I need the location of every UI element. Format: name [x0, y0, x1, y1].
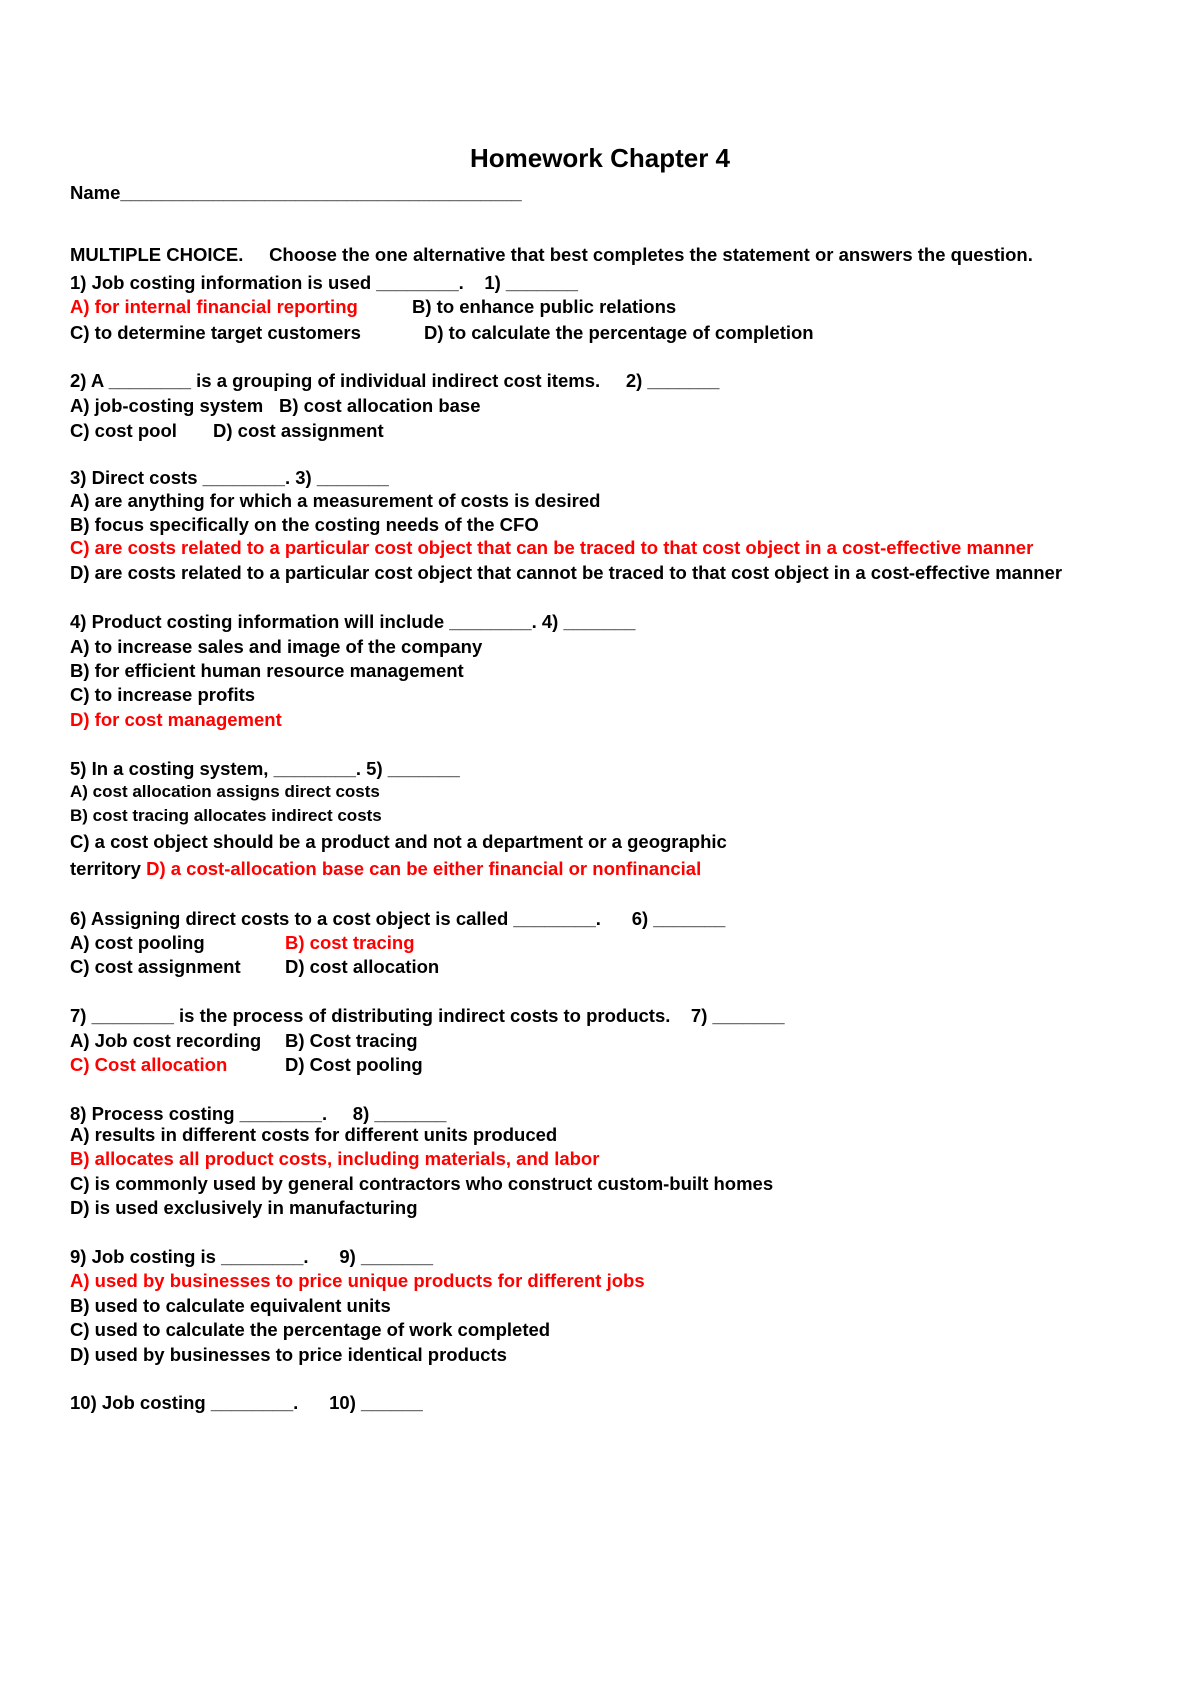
- question-3-option-c: C) are costs related to a particular cost object that can be traced to that cost object in a cost-effective manner: [70, 537, 1034, 558]
- instructions: [70, 244, 1033, 266]
- question-10-stem: 10) Job costing ________. 10) ______: [70, 1392, 423, 1413]
- question-2-option-d: D) cost assignment: [213, 420, 384, 441]
- question-5-option-c-continued: [70, 858, 701, 880]
- question-3-option-b: B) focus specifically on the costing needs of the CFO: [70, 514, 539, 535]
- question-3-stem: 3) Direct costs ________. 3) _______: [70, 467, 389, 488]
- question-1-option-a: A) for internal financial reporting: [70, 296, 358, 317]
- question-2-option-c: C) cost pool: [70, 420, 177, 441]
- question-1-stem: 1) Job costing information is used ________. 1) _______: [70, 272, 578, 293]
- instructions-text: Choose the one alternative that best completes the statement or answers the question.: [269, 244, 1033, 265]
- question-4-option-d: D) for cost management: [70, 709, 282, 730]
- question-7-option-a: A) Job cost recording: [70, 1030, 262, 1051]
- question-8-option-c: C) is commonly used by general contractors who construct custom-built homes: [70, 1173, 774, 1194]
- question-5-option-c: C) a cost object should be a product and not a department or a geographic: [70, 831, 727, 852]
- question-4-option-a: A) to increase sales and image of the company: [70, 636, 483, 657]
- question-2-stem: 2) A ________ is a grouping of individual indirect cost items. 2) _______: [70, 370, 720, 391]
- name-line: Name_______________________________________: [70, 182, 522, 203]
- question-7-option-b: B) Cost tracing: [285, 1030, 418, 1051]
- question-9-option-a: A) used by businesses to price unique products for different jobs: [70, 1270, 645, 1291]
- question-4-stem: 4) Product costing information will include ________. 4) _______: [70, 611, 636, 632]
- question-8-option-b: B) allocates all product costs, including materials, and labor: [70, 1148, 600, 1169]
- question-1-option-d: D) to calculate the percentage of completion: [424, 322, 814, 343]
- question-5-stem: 5) In a costing system, ________. 5) _______: [70, 758, 460, 779]
- question-5-option-c-tail: territory: [70, 858, 141, 879]
- question-8-option-a: A) results in different costs for different units produced: [70, 1124, 558, 1145]
- document-title: Homework Chapter 4: [469, 143, 731, 173]
- question-6-stem: 6) Assigning direct costs to a cost object is called ________. 6) _______: [70, 908, 726, 929]
- question-9-option-d: D) used by businesses to price identical products: [70, 1344, 507, 1365]
- question-6-option-a: A) cost pooling: [70, 932, 205, 953]
- question-9-stem: 9) Job costing is ________. 9) _______: [70, 1246, 434, 1267]
- question-2-option-b: B) cost allocation base: [279, 395, 481, 416]
- question-1-option-b: B) to enhance public relations: [412, 296, 677, 317]
- question-7-stem: 7) ________ is the process of distributing indirect costs to products. 7) _______: [70, 1005, 785, 1026]
- question-7-option-d: D) Cost pooling: [285, 1054, 423, 1075]
- question-9-option-c: C) used to calculate the percentage of work completed: [70, 1319, 551, 1340]
- question-6-option-b: B) cost tracing: [285, 932, 415, 953]
- instructions-heading: MULTIPLE CHOICE.: [70, 244, 244, 265]
- question-4-option-b: B) for efficient human resource management: [70, 660, 464, 681]
- question-1-option-c: C) to determine target customers: [70, 322, 361, 343]
- question-8-option-d: D) is used exclusively in manufacturing: [70, 1197, 418, 1218]
- question-6-option-d: D) cost allocation: [285, 956, 440, 977]
- question-2-option-a: A) job-costing system: [70, 395, 264, 416]
- question-3-option-a: A) are anything for which a measurement of costs is desired: [70, 490, 601, 511]
- question-3-option-d: D) are costs related to a particular cost object that cannot be traced to that cost object in a cost-effective manner: [70, 562, 1063, 583]
- question-9-option-b: B) used to calculate equivalent units: [70, 1295, 391, 1316]
- question-5-option-a: A) cost allocation assigns direct costs: [70, 782, 380, 801]
- question-8-stem: 8) Process costing ________. 8) _______: [70, 1103, 447, 1124]
- question-7-option-c: C) Cost allocation: [70, 1054, 228, 1075]
- question-4-option-c: C) to increase profits: [70, 684, 256, 705]
- question-6-option-c: C) cost assignment: [70, 956, 241, 977]
- question-5-option-b: B) cost tracing allocates indirect costs: [70, 806, 382, 825]
- question-5-option-d: D) a cost-allocation base can be either financial or nonfinancial: [146, 858, 702, 879]
